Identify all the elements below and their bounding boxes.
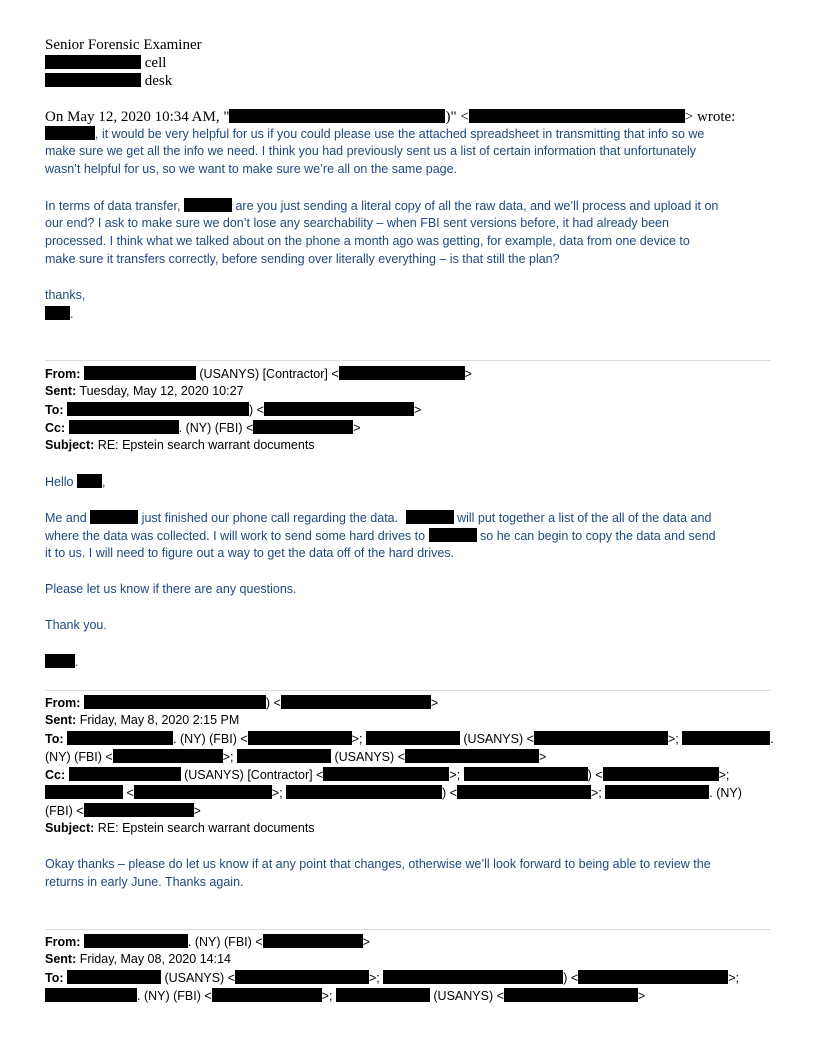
reply-body-line: make sure it transfers correctly, before sending over literally everything – is that still the plan? — [45, 252, 560, 266]
signature-title: Senior Forensic Examiner — [45, 37, 202, 53]
redaction — [263, 934, 363, 948]
redaction — [605, 785, 709, 799]
reply-header-date: On May 12, 2020 10:34 AM, " — [45, 109, 230, 125]
email3-sent — [45, 713, 239, 727]
reply-text: , it would be very helpful for us if you could please use the attached spreadsheet in transmitting that info so we — [95, 127, 705, 141]
to-text: . (NY) (FBI) < — [173, 732, 248, 746]
from-label: From: — [45, 367, 81, 381]
divider — [45, 690, 771, 691]
redaction — [229, 109, 445, 123]
from-end: > — [430, 696, 439, 710]
reply-header-sep: )" < — [445, 109, 469, 125]
from-text: ) < — [265, 696, 281, 710]
email2-cc — [45, 420, 361, 435]
cc-text: ) < — [587, 768, 603, 782]
cc-text: . (NY) (FBI) < — [178, 421, 254, 435]
email3-body-line: Okay thanks – please do let us know if at any point that changes, otherwise we’ll look forward to being able to review the — [45, 857, 711, 871]
email3-subject — [45, 821, 315, 835]
from-label: From: — [45, 935, 81, 949]
signature-cell-line — [45, 55, 166, 72]
redaction — [281, 695, 431, 709]
email2-body-line: Thank you. — [45, 618, 107, 632]
email3-to-cont — [45, 749, 546, 764]
to-text: >; — [321, 989, 333, 1003]
subject-value: RE: Epstein search warrant documents — [94, 821, 315, 835]
to-text: (USANYS) < — [330, 750, 405, 764]
from-end: > — [362, 935, 370, 949]
email3-body-line: returns in early June. Thanks again. — [45, 875, 244, 889]
redaction — [84, 803, 194, 817]
cc-label: Cc: — [45, 421, 66, 435]
subject-value: RE: Epstein search warrant documents — [94, 438, 315, 452]
redaction — [383, 970, 563, 984]
divider — [45, 929, 771, 930]
cc-text: ) < — [442, 786, 457, 800]
greeting-text: Hello — [45, 475, 74, 489]
redaction — [366, 731, 460, 745]
sent-value: Tuesday, May 12, 2020 10:27 — [76, 384, 244, 398]
redaction — [534, 731, 668, 745]
cc-text: >; — [590, 786, 602, 800]
redaction — [67, 970, 161, 984]
email2-from — [45, 366, 472, 381]
email4-sent — [45, 952, 231, 966]
redaction — [248, 731, 352, 745]
redaction — [67, 402, 249, 416]
from-text: . (NY) (FBI) < — [187, 935, 263, 949]
to-text: (USANYS) < — [161, 971, 235, 985]
email4-from — [45, 934, 370, 949]
reply-signoff — [45, 306, 73, 321]
cc-label: Cc: — [45, 768, 66, 782]
email2-sent — [45, 384, 244, 398]
redaction — [45, 654, 75, 668]
body-text: just finished our phone call regarding the data. — [141, 511, 399, 525]
redaction — [406, 510, 454, 524]
redaction — [603, 767, 719, 781]
sign-dot: . — [70, 307, 74, 321]
redaction — [84, 934, 188, 948]
reply-header — [45, 109, 735, 126]
from-text: (USANYS) [Contractor] < — [195, 367, 339, 381]
divider — [45, 360, 771, 361]
sent-value: Friday, May 8, 2020 2:15 PM — [76, 713, 240, 727]
redaction — [237, 749, 331, 763]
redaction — [504, 988, 638, 1002]
to-text: ) < — [563, 971, 579, 985]
email2-signoff — [45, 654, 78, 669]
email2-body-line — [45, 510, 711, 525]
subject-label: Subject: — [45, 438, 95, 452]
body-text: will put together a list of the all of the data and — [457, 511, 712, 525]
to-text: (USANYS) < — [429, 989, 504, 1003]
email2-greeting — [45, 474, 105, 489]
redaction — [339, 366, 465, 380]
cc-text: >; — [718, 768, 730, 782]
redaction — [235, 970, 369, 984]
redaction — [682, 731, 770, 745]
email2-body-line — [45, 528, 716, 543]
reply-header-wrote: > wrote: — [684, 109, 736, 125]
reply-body-line — [45, 126, 704, 141]
redaction — [69, 767, 181, 781]
email3-cc-cont2 — [45, 803, 201, 818]
reply-body-line: make sure we get all the info we need. I think you had previously sent us a list of certain information that unfortunately — [45, 144, 697, 158]
sent-value: Friday, May 08, 2020 14:14 — [76, 952, 231, 966]
to-text: (NY) (FBI) < — [45, 750, 113, 764]
redaction — [464, 767, 588, 781]
redaction — [45, 73, 141, 87]
redaction — [45, 55, 141, 69]
body-text: Me and — [45, 511, 87, 525]
to-text: . — [770, 732, 774, 746]
redaction — [253, 420, 353, 434]
email3-to — [45, 731, 774, 746]
redaction — [45, 988, 137, 1002]
redaction — [45, 785, 123, 799]
redaction — [69, 420, 179, 434]
redaction — [84, 695, 266, 709]
redaction — [184, 198, 232, 212]
to-text: >; — [368, 971, 380, 985]
redaction — [264, 402, 414, 416]
sent-label: Sent: — [45, 713, 77, 727]
reply-body-line: our end? I ask to make sure we don’t lose any searchability – when FBI sent versions before, it had already been — [45, 216, 669, 230]
redaction — [336, 988, 430, 1002]
email2-body-line: Please let us know if there are any questions. — [45, 582, 297, 596]
reply-body-line — [45, 198, 718, 213]
redaction — [45, 126, 95, 140]
to-text: >; — [667, 732, 679, 746]
redaction — [90, 510, 138, 524]
to-text: >; — [351, 732, 363, 746]
cell-label: cell — [144, 55, 167, 71]
reply-body-line: wasn’t helpful for us, so we want to make sure we’re all on the same page. — [45, 162, 458, 176]
cc-text: >; — [271, 786, 283, 800]
to-text: ) < — [249, 403, 264, 417]
redaction — [212, 988, 322, 1002]
email2-subject — [45, 438, 315, 452]
email3-cc-cont — [45, 785, 742, 800]
email4-to-cont — [45, 988, 645, 1003]
cc-text: (USANYS) [Contractor] < — [180, 768, 324, 782]
body-text: where the data was collected. I will work to send some hard drives to — [45, 529, 426, 543]
email3-from — [45, 695, 438, 710]
email2-to — [45, 402, 421, 417]
email4-to — [45, 970, 739, 985]
redaction — [113, 749, 223, 763]
cc-end: > — [353, 421, 361, 435]
redaction — [429, 528, 477, 542]
to-text: > — [637, 989, 646, 1003]
sent-label: Sent: — [45, 384, 77, 398]
to-label: To: — [45, 732, 64, 746]
redaction — [134, 785, 272, 799]
reply-text: In terms of data transfer, — [45, 199, 181, 213]
redaction — [84, 366, 196, 380]
email3-cc — [45, 767, 729, 782]
redaction — [67, 731, 173, 745]
redaction — [45, 306, 70, 320]
greeting-end: , — [101, 475, 106, 489]
body-text: so he can begin to copy the data and send — [480, 529, 716, 543]
to-label: To: — [45, 971, 64, 985]
desk-label: desk — [144, 73, 173, 89]
cc-text: . (NY) — [709, 786, 742, 800]
redaction — [286, 785, 442, 799]
to-text: >; — [728, 971, 739, 985]
cc-text: >; — [449, 768, 461, 782]
to-text: (USANYS) < — [459, 732, 534, 746]
to-text: >; — [222, 750, 234, 764]
from-end: > — [464, 367, 472, 381]
reply-text: are you just sending a literal copy of all the raw data, and we’ll process and upload it on — [235, 199, 719, 213]
cc-text: (FBI) < — [45, 804, 84, 818]
redaction — [405, 749, 539, 763]
cc-text: < — [123, 786, 134, 800]
redaction — [323, 767, 449, 781]
redaction — [578, 970, 728, 984]
reply-body-line: processed. I think what we talked about on the phone a month ago was getting, for example, data from one device to — [45, 234, 690, 248]
redaction — [457, 785, 591, 799]
signature-desk-line — [45, 73, 172, 90]
email2-body-line: it to us. I will need to figure out a way to get the data off of the hard drives. — [45, 546, 455, 560]
sign-dot: . — [75, 655, 79, 669]
to-text: . (NY) (FBI) < — [137, 989, 212, 1003]
to-label: To: — [45, 403, 64, 417]
redaction — [469, 109, 685, 123]
to-end: > — [413, 403, 422, 417]
subject-label: Subject: — [45, 821, 95, 835]
redaction — [77, 474, 102, 488]
sent-label: Sent: — [45, 952, 77, 966]
from-label: From: — [45, 696, 81, 710]
cc-text: > — [193, 804, 201, 818]
to-text: > — [538, 750, 547, 764]
reply-closing: thanks, — [45, 288, 86, 302]
